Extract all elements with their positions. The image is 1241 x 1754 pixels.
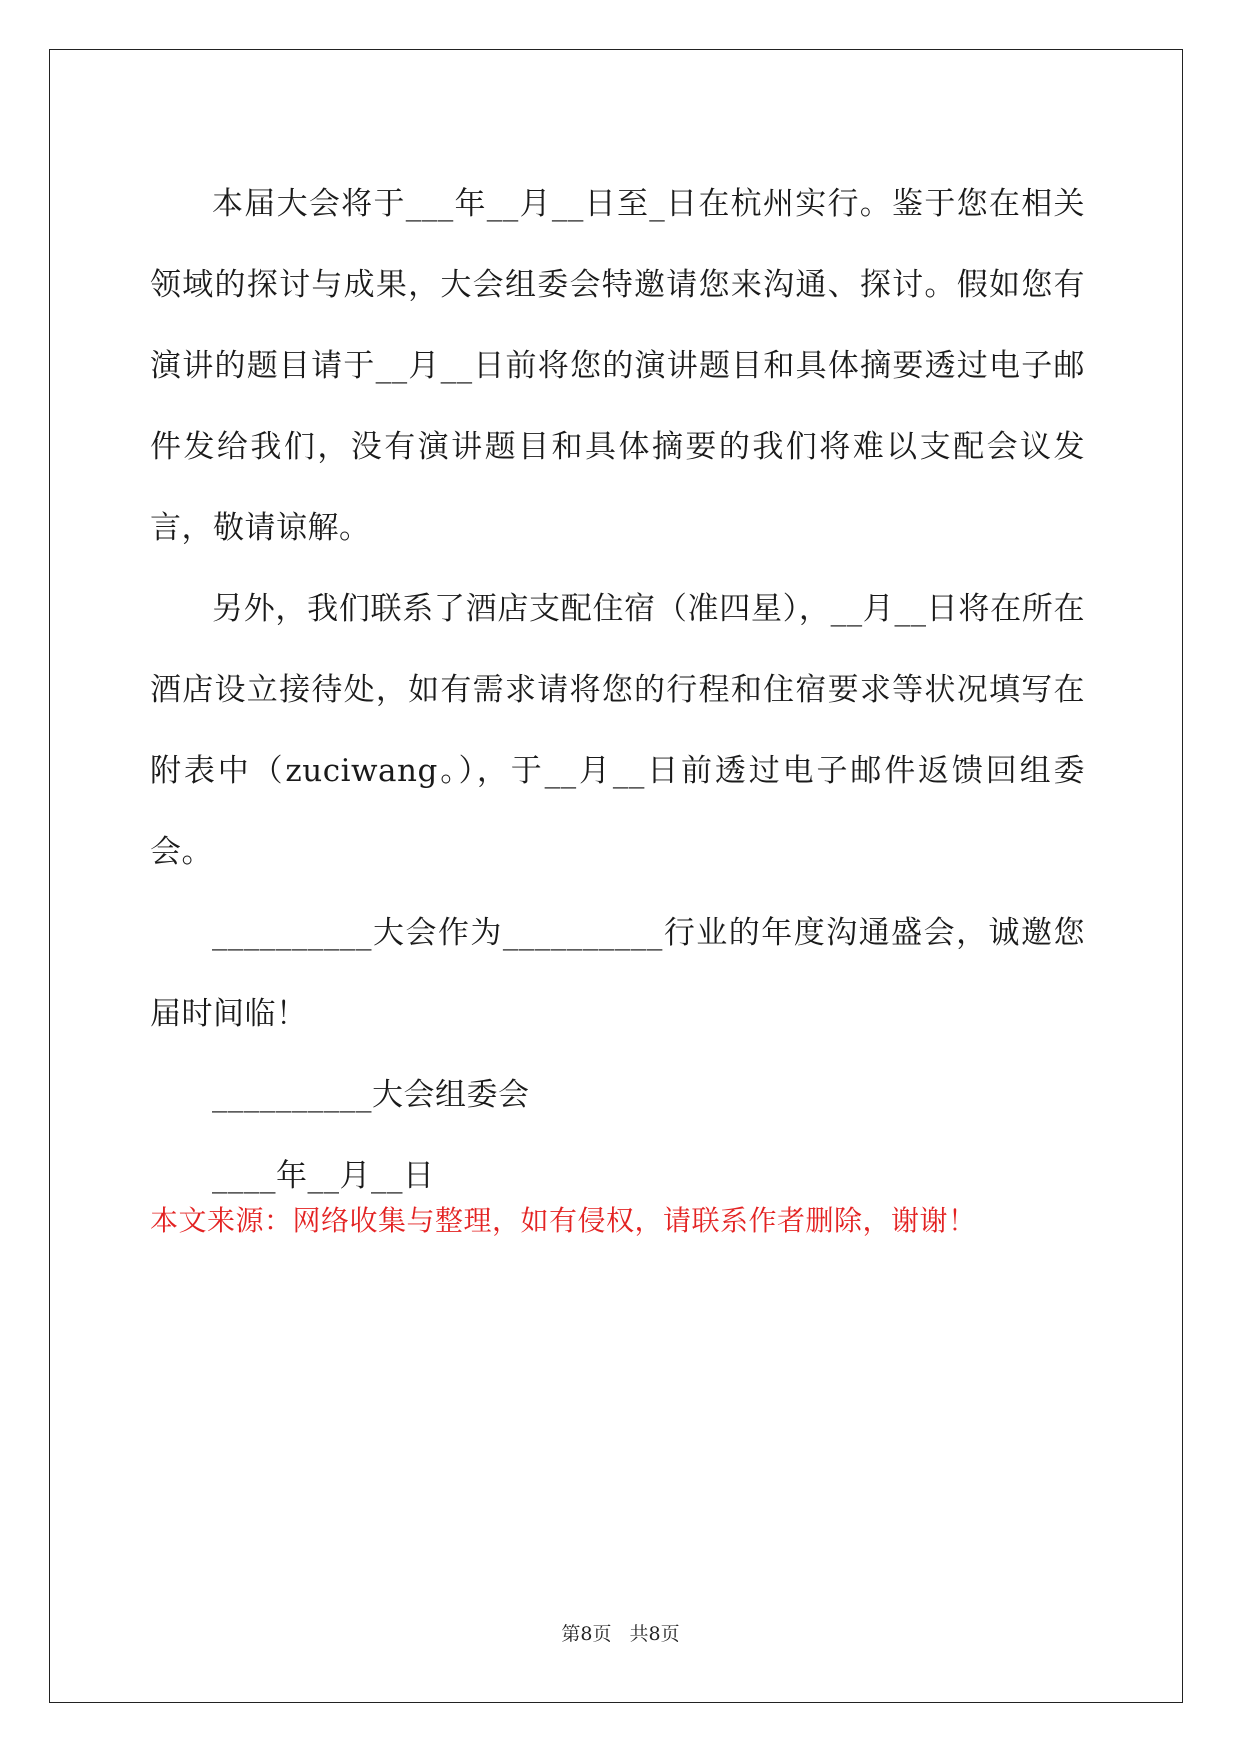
document-body: [150, 164, 1085, 1217]
page-number-total: 共8页: [629, 1623, 680, 1645]
paragraph-accommodation: 另外，我们联系了酒店支配住宿（准四星），__月__日将在所在酒店设立接待处，如有需求请将您的行程和住宿要求等状况填写在附表中（zuciwang。），于__月__日前透过电子邮件返馈回组委会。: [150, 591, 1085, 870]
source-note: 本文来源：网络收集与整理，如有侵权，请联系作者删除，谢谢！: [150, 1204, 977, 1237]
paragraph-conference-invitation: 本届大会将于___年__月__日至_日在杭州实行。鉴于您在相关领域的探讨与成果，大会组委会特邀请您来沟通、探讨。假如您有演讲的题目请于__月__日前将您的演讲题目和具体摘要透过电子邮件发给我们，没有演讲题目和具体摘要的我们将难以支配会议发言，敬请谅解。: [150, 186, 1085, 546]
page-number-current: 第8页: [561, 1623, 612, 1645]
date-line: ____年__月__日: [212, 1158, 435, 1194]
page-footer: [0, 1619, 1241, 1646]
paragraph-closing-invitation: __________大会作为__________行业的年度沟通盛会，诚邀您届时间临！: [150, 915, 1085, 1032]
signature-organizer: __________大会组委会: [212, 1077, 530, 1113]
